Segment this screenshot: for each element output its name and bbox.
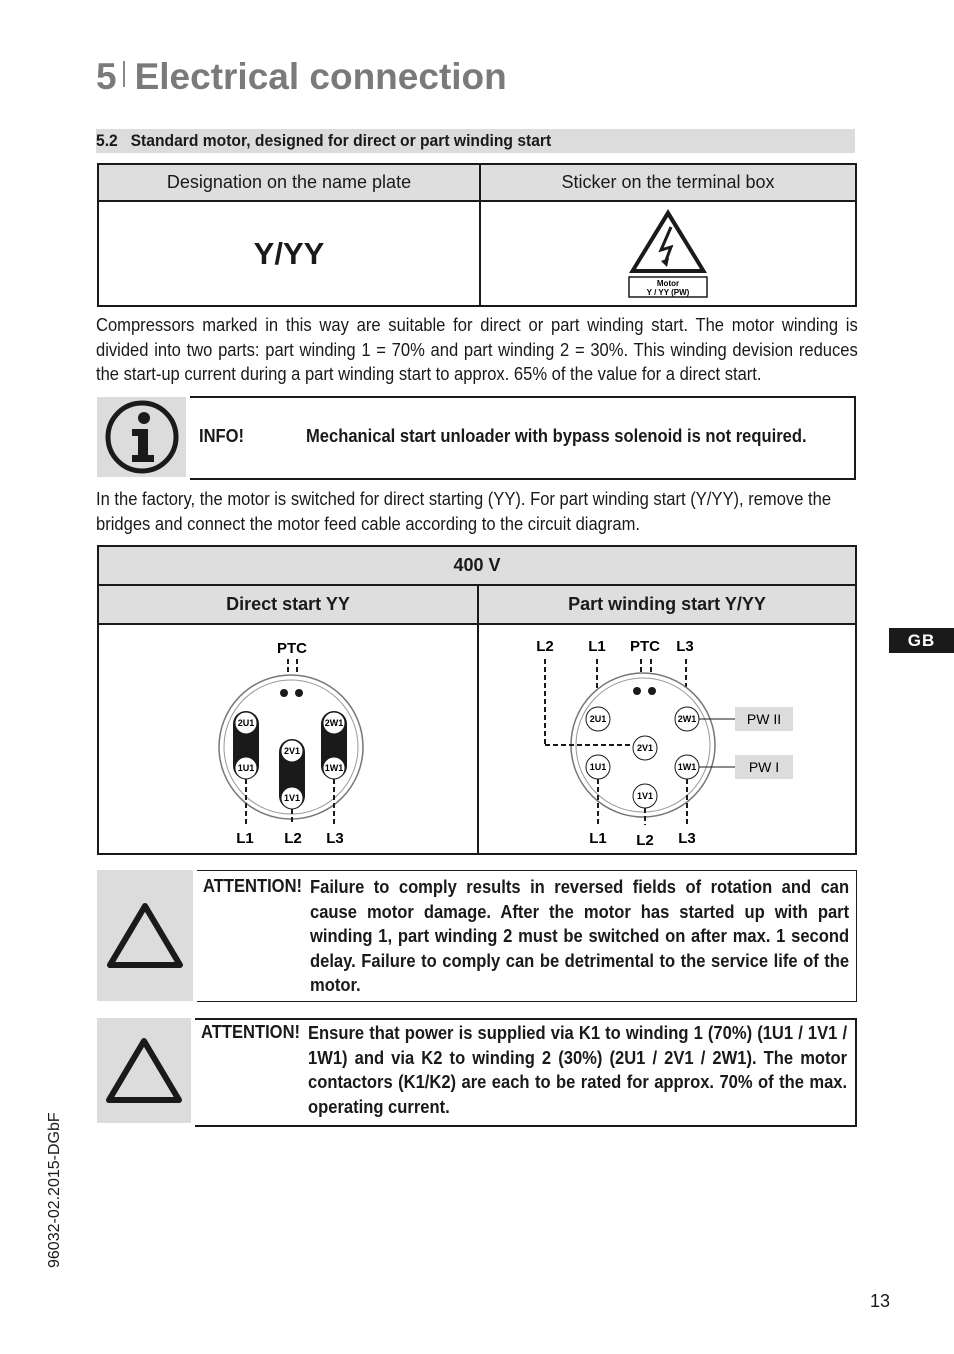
designation-table [97, 163, 857, 307]
section-number: 5.2 [96, 131, 118, 150]
part-terminal-1u1: 1U1 [589, 762, 607, 772]
part-terminal-1v1: 1V1 [636, 791, 654, 801]
direct-start-diagram [99, 625, 477, 855]
part-ptc-label: PTC [630, 638, 660, 655]
part-winding-diagram [479, 625, 855, 855]
part-bottom-line-l2: L2 [636, 832, 654, 849]
attention-label-1: ATTENTION! [203, 876, 303, 896]
warning-icon [106, 901, 184, 971]
page-number: 13 [870, 1291, 891, 1311]
sticker-cell [480, 201, 856, 306]
wiring-table [97, 545, 857, 855]
part-terminal-2w1: 2W1 [677, 714, 697, 724]
warning-icon-box-1 [97, 870, 193, 1001]
pw1-label: PW I [748, 759, 780, 775]
section-title: Standard motor, designed for direct or part winding start [130, 131, 552, 150]
voltage-header: 400 V [99, 547, 855, 586]
chapter-title: Electrical connection [134, 56, 507, 97]
attention-label-2: ATTENTION! [201, 1022, 301, 1042]
paragraph-factory-setting: In the factory, the motor is switched for direct starting (YY). For part winding start (Y/YY), remove the bridges and connect the motor feed cable according to the circuit diagram. [96, 489, 832, 534]
sticker-line1: Motor [656, 279, 680, 288]
warning-icon [105, 1036, 183, 1106]
part-terminal-1w1: 1W1 [677, 762, 697, 772]
part-bottom-line-l1: L1 [589, 830, 607, 847]
direct-terminal-1v1: 1V1 [283, 793, 301, 803]
sticker-line2: Y / YY (PW) [646, 288, 690, 297]
direct-line-l2: L2 [284, 830, 302, 847]
warning-icon-box-2 [97, 1018, 191, 1123]
direct-terminal-2u1: 2U1 [237, 718, 255, 728]
info-text: Mechanical start unloader with bypass solenoid is not required. [306, 426, 807, 446]
part-top-line-l2: L2 [536, 638, 554, 655]
part-top-line-l3: L3 [676, 638, 694, 655]
sticker-header: Sticker on the terminal box [480, 164, 856, 201]
part-bottom-line-l3: L3 [678, 830, 696, 847]
part-top-line-l1: L1 [588, 638, 606, 655]
high-voltage-sticker-icon [623, 203, 713, 299]
part-terminal-2v1: 2V1 [636, 743, 654, 753]
chapter-separator [123, 61, 125, 87]
chapter-number: 5 [96, 56, 117, 97]
direct-line-l1: L1 [236, 830, 254, 847]
chapter-heading [96, 56, 507, 98]
paragraph-part-winding: Compressors marked in this way are suitable for direct or part winding start. The motor winding is divided into two parts: part winding 1 = 70% and part winding 2 = 30%. This winding devision reduces the start-up current during a part winding start to approx. 65% of the value for a direct start. [96, 315, 858, 384]
direct-terminal-2v1: 2V1 [283, 746, 301, 756]
info-icon [104, 399, 180, 475]
document-id: 96032-02.2015-DGbF [46, 1112, 63, 1268]
direct-terminal-2w1: 2W1 [324, 718, 344, 728]
pw2-label: PW II [746, 711, 782, 727]
part-winding-header: Part winding start Y/YY [568, 594, 766, 614]
info-label: INFO! [199, 426, 245, 446]
attention-text-2: Ensure that power is supplied via K1 to winding 1 (70%) (1U1 / 1V1 / 1W1) and via K2 to winding 2 (30%) (2U1 / 2V1 / 2W1). The motor contactors (K1/K2) are each to be rated for approx. 70% of the max. operating current. [308, 1023, 848, 1117]
part-terminal-2u1: 2U1 [589, 714, 607, 724]
direct-terminal-1w1: 1W1 [324, 763, 344, 773]
direct-terminal-1u1: 1U1 [237, 763, 255, 773]
section-heading [96, 129, 855, 153]
direct-line-l3: L3 [326, 830, 344, 847]
attention-text-1: Failure to comply results in reversed fields of rotation and can cause motor damage. After the motor has started up with part winding 1, part winding 2 must be switched on after max. 1 second delay. Failure to comply can be detrimental to the service life of the motor. [310, 877, 850, 995]
ptc-label: PTC [277, 640, 307, 657]
info-icon-box [97, 397, 186, 477]
direct-start-header: Direct start YY [226, 594, 350, 614]
designation-header: Designation on the name plate [98, 164, 480, 201]
designation-value: Y/YY [98, 201, 480, 306]
language-tab: GB [889, 628, 954, 653]
